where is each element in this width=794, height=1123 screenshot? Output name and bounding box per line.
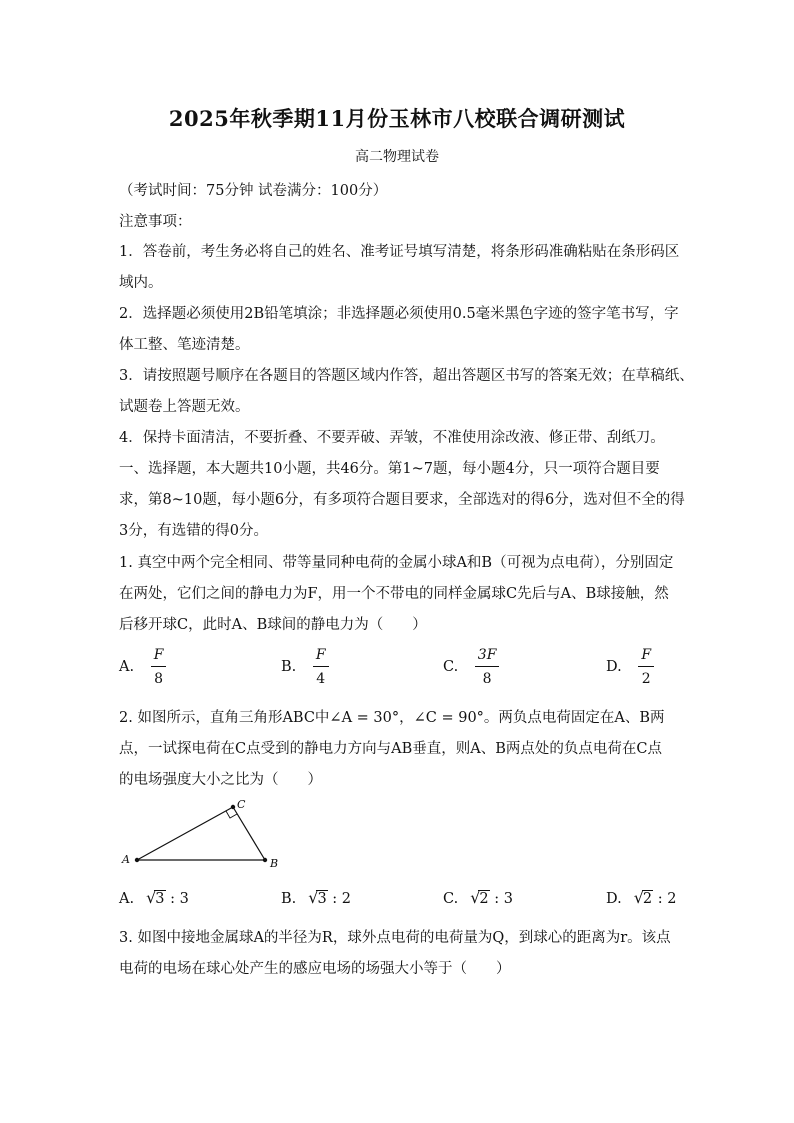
exam-subtitle: 高二物理试卷 (355, 149, 439, 165)
question-3-text: 3. 如图中接地金属球A的半径为R，球外点电荷的电荷量为Q，到球心的距离为r。该点 (119, 930, 671, 946)
question-2-text: 2. 如图所示，直角三角形ABC中∠A = 30°，∠C = 90°。两负点电荷固定在A、B两 (119, 710, 665, 726)
section-instruction: 3分，有选错的得0分。 (119, 523, 268, 539)
fraction: $\frac{3F}{8}$ (475, 648, 500, 686)
note-line: 体工整、笔迹清楚。 (119, 337, 250, 353)
note-line: 3．请按照题号顺序在各题目的答题区域内作答，超出答题区书写的答案无效；在草稿纸、 (119, 368, 694, 384)
question-3-text: 电荷的电场在球心处产生的感应电场的场强大小等于（ ） (119, 961, 511, 977)
side-ac (137, 807, 233, 860)
note-line: 2．选择题必须使用2B铅笔填涂；非选择题必须使用0.5毫米黑色字迹的签字笔书写，字 (119, 306, 679, 322)
fraction: $\frac{F}{4}$ (313, 648, 329, 686)
q2-option-d: D. √2 : 2 (606, 888, 677, 907)
question-1-text: 在两处，它们之间的静电力为F，用一个不带电的同样金属球C先后与A、B球接触，然 (119, 586, 669, 602)
side-bc (233, 807, 265, 860)
sqrt-expression: √3 : 3 (146, 888, 189, 907)
point-a (135, 858, 139, 862)
q2-option-a: A. √3 : 3 (119, 888, 189, 907)
notes-heading: 注意事项： (119, 214, 192, 230)
exam-info: （考试时间：75分钟 试卷满分：100分） (119, 183, 388, 199)
section-instruction: 一、选择题，本大题共10小题，共46分。第1~7题，每小题4分，只一项符合题目要 (119, 461, 660, 477)
label-c: C (237, 798, 246, 811)
q2-option-b: B. √3 : 2 (281, 888, 352, 907)
fraction: $\frac{F}{2}$ (638, 648, 654, 686)
point-b (263, 858, 267, 862)
sqrt-expression: √3 : 2 (308, 888, 352, 907)
note-line: 4．保持卡面清洁，不要折叠、不要弄破、弄皱，不准使用涂改液、修正带、刮纸刀。 (119, 430, 665, 446)
question-1-text: 1. 真空中两个完全相同、带等量同种电荷的金属小球A和B（可视为点电荷），分别固定 (119, 555, 674, 571)
q1-option-b: B. $\frac{F}{4}$ (281, 648, 329, 686)
question-2-text: 的电场强度大小之比为（ ） (119, 772, 322, 788)
triangle-figure (115, 795, 295, 875)
note-line: 试题卷上答题无效。 (119, 399, 250, 415)
sqrt-expression: √2 : 3 (470, 888, 513, 907)
question-2-text: 点，一试探电荷在C点受到的静电力方向与AB垂直，则A、B两点处的负点电荷在C点 (119, 741, 662, 757)
q1-option-a: A. $\frac{F}{8}$ (119, 648, 166, 686)
label-a: A (122, 853, 130, 866)
q1-option-d: D. $\frac{F}{2}$ (606, 648, 654, 686)
point-c (231, 805, 235, 809)
question-1-text: 后移开球C，此时A、B球间的静电力为（ ） (119, 617, 427, 633)
exam-title: 2025年秋季期11月份玉林市八校联合调研测试 (168, 106, 626, 131)
fraction: $\frac{F}{8}$ (151, 648, 167, 686)
section-instruction: 求，第8~10题，每小题6分，有多项符合题目要求，全部选对的得6分，选对但不全的得 (119, 492, 685, 508)
note-line: 1．答卷前，考生务必将自己的姓名、准考证号填写清楚，将条形码准确粘贴在条形码区 (119, 244, 680, 260)
sqrt-expression: √2 : 2 (633, 888, 677, 907)
label-b: B (270, 857, 279, 870)
q2-option-c: C. √2 : 3 (443, 888, 513, 907)
q1-option-c: C. $\frac{3F}{8}$ (443, 648, 499, 686)
note-line: 域内。 (119, 275, 163, 291)
